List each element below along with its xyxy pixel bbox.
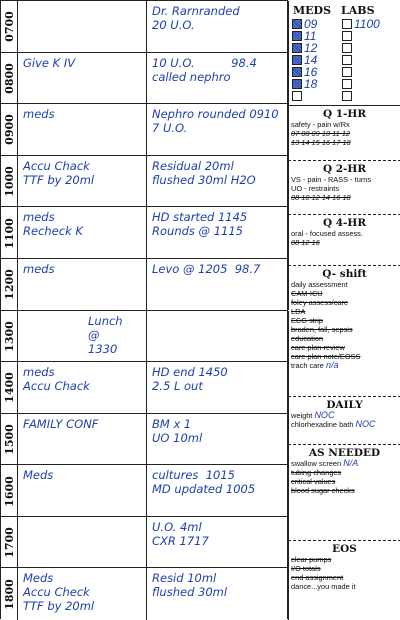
note-cell [146,311,289,363]
note-cell [146,156,289,208]
med-check-item[interactable] [292,78,317,90]
note-cell [146,104,289,156]
task-text: Meds [23,468,54,483]
qshift-item: education [291,334,324,343]
weight-label: weight [291,411,313,420]
swallow-note: N/A [343,458,359,468]
lab-check-item[interactable] [342,42,380,54]
note-text: Residual 20ml flushed 30ml H2O [152,158,256,187]
qshift-item: trach care n/a [291,360,339,370]
hour-row [1,0,288,53]
chg-note: NOC [355,419,376,429]
section-title: AS NEEDED [308,447,381,459]
eos-item: dance...you made it [291,582,356,591]
hour-row [1,516,288,569]
hour-label: 1100 [2,217,16,249]
note-cell [146,517,289,569]
task-cell [17,414,146,466]
qshift-section [288,265,400,394]
hour-row [1,155,288,208]
task-text: meds [23,107,55,122]
prn-item: swallow screen N/A [291,458,359,468]
eos-section [288,540,400,620]
task-text: Accu Chack TTF by 20ml [23,158,95,187]
task-cell [17,207,146,259]
note-text: U.O. 4ml CXR 1717 [152,519,209,548]
hour-row [1,258,288,311]
qshift-item: care plan note/EOSS [291,352,361,361]
task-text: FAMILY CONF [23,416,99,431]
section-title: Q- shift [322,268,367,280]
hour-label: 0800 [2,63,16,94]
note-cell [146,259,289,311]
q1-hours: 07 08 09 10 11 12 [291,129,351,138]
q2-line: VS - pain - RASS - turns [291,175,372,184]
eos-item: I/O totals [291,564,321,573]
qshift-item: foley assess/care [291,298,349,307]
note-text: BM x 1 UO 10ml [152,416,203,445]
checkbox-icon[interactable] [292,55,302,65]
checklist-sidebar [287,0,400,619]
checkbox-icon[interactable] [342,19,352,29]
hour-label: 1000 [2,166,16,197]
hour-label: 1200 [2,269,16,300]
hour-row [1,52,288,105]
eos-item: clear pumps [291,555,332,564]
hour-label: 1400 [2,372,16,404]
qshift-item: care plan review [291,343,345,352]
section-title: Q 2-HR [322,163,367,175]
task-cell [17,104,146,156]
note-text: Dr. Rarnranded 20 U.O. [152,4,240,32]
note-cell [146,362,289,414]
note-cell [146,414,289,466]
section-title: Q 4-HR [322,217,367,229]
task-cell [17,53,146,105]
checkbox-icon[interactable] [342,31,352,41]
qshift-item: braden, fall, sepsis [291,325,353,334]
hour-row [1,413,288,466]
med-time: 11 [304,29,317,43]
qshift-item: ECG strip [291,316,324,325]
lab-time: 1100 [354,17,380,31]
note-text: HD end 1450 2.5 L out [152,365,228,394]
checkbox-icon[interactable] [292,43,302,53]
task-text: meds Accu Chack [23,365,90,394]
note-text: Levo @ 1205 98.7 [152,261,261,276]
lab-check-item[interactable] [342,90,380,102]
hour-label: 1600 [2,475,16,507]
q2-line: UO - restraints [291,184,340,193]
note-text: 10 U.O. 98.4 called nephro [152,55,257,84]
task-cell [17,362,146,414]
section-title: DAILY [326,399,363,411]
note-text: Resid 10ml flushed 30ml [152,571,228,600]
section-title: EOS [332,543,357,555]
checkbox-icon[interactable] [342,91,352,101]
note-cell [146,207,289,259]
hour-label: 1300 [2,320,16,352]
note-cell [146,53,289,105]
q1-line: safety - pain w/Rx [291,120,350,129]
meds-header: MEDS [293,4,332,17]
hour-row [1,310,288,363]
note-text: HD started 1145 Rounds @ 1115 [152,210,248,239]
hour-label: 0700 [2,11,16,43]
med-time: 18 [304,77,318,91]
qshift-item: daily assessment [291,280,348,289]
q1-hours: 13 14 15 16 17 18 [291,138,351,147]
hour-label: 0900 [2,114,16,146]
task-cell [17,465,146,517]
q4-line: oral - focused assess. [291,229,363,238]
checkbox-icon[interactable] [342,55,352,65]
weight-note: NOC [314,410,335,420]
qshift-item: CAM-ICU [291,289,323,298]
prn-item: blood sugar checks [291,486,355,495]
q4hr-section [288,214,400,261]
lab-check-item[interactable] [342,18,380,30]
chg-label: chlorhexadine bath [291,420,354,429]
task-text: Give K IV [23,55,76,70]
lab-check-item[interactable] [342,66,380,78]
checkbox-icon[interactable] [292,19,302,29]
med-check-item[interactable] [292,90,317,102]
lab-check-item[interactable] [342,30,380,42]
prn-item: critical values [291,477,336,486]
hour-label: 1700 [2,527,16,558]
prn-item: tubing changes [291,468,342,477]
task-text: meds Recheck K [23,210,83,239]
daily-section [288,396,400,441]
checkbox-icon[interactable] [292,91,302,101]
med-time: 12 [304,41,318,55]
note-text: cultures 1015 MD updated 1005 [152,468,256,497]
q2-hours: 08 10 12 14 16 18 [291,193,351,202]
task-cell [17,156,146,208]
task-cell [17,311,146,363]
eos-item: end assignment [291,573,344,582]
task-text: Meds Accu Check TTF by 20ml [23,571,95,614]
meds-checklist [292,18,317,102]
hour-row [1,206,288,259]
med-time: 16 [304,65,318,79]
section-title: Q 1-HR [322,108,367,120]
note-cell [146,1,289,53]
med-time: 14 [304,53,318,67]
note-text: Nephro rounded 0910 7 U.O. [152,107,279,136]
lab-check-item[interactable] [342,78,380,90]
task-cell [17,568,146,620]
hour-row [1,464,288,517]
checkbox-icon[interactable] [342,67,352,77]
hour-row [1,103,288,156]
lab-check-item[interactable] [342,54,380,66]
task-cell [17,517,146,569]
med-time: 09 [304,17,318,31]
task-cell [17,259,146,311]
hour-row [1,361,288,414]
qshift-item: LDA [291,307,306,316]
hour-label: 1500 [2,424,16,455]
note-cell [146,568,289,620]
daily-weight [288,411,400,420]
checkbox-icon[interactable] [342,43,352,53]
q2hr-section [288,160,400,213]
task-text: Lunch @ 1330 [88,313,123,356]
daily-chg [288,420,400,429]
hour-row [1,567,288,620]
checkbox-icon[interactable] [292,79,302,89]
prn-section [288,444,400,535]
checkbox-icon[interactable] [292,31,302,41]
task-text: meds [23,261,55,276]
labs-checklist [342,18,380,102]
hour-label: 1800 [2,578,16,610]
task-cell [17,1,146,53]
trach-note: n/a [325,360,339,370]
checkbox-icon[interactable] [292,67,302,77]
checkbox-icon[interactable] [342,79,352,89]
q1hr-section [288,105,400,158]
note-cell [146,465,289,517]
q4-hours: 08 12 16 [291,238,320,247]
labs-header: LABS [341,4,375,17]
